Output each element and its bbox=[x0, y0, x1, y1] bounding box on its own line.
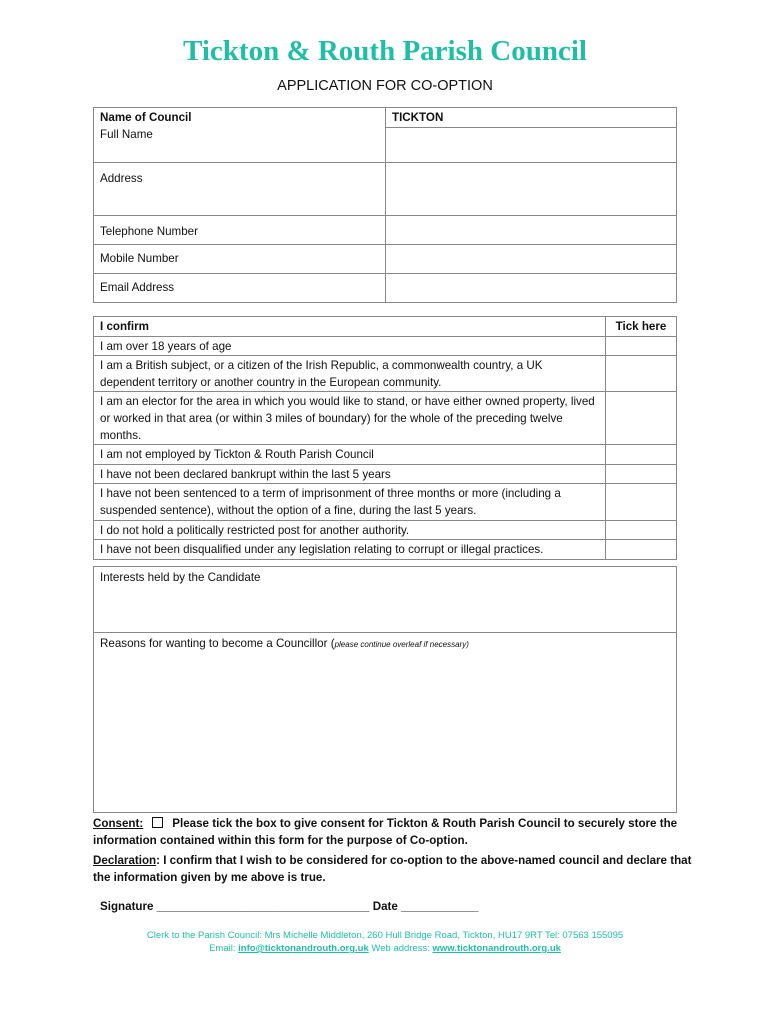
telephone-label-cell bbox=[94, 216, 386, 245]
footer-email-link[interactable]: info@ticktonandrouth.org.uk bbox=[238, 943, 369, 954]
confirm-row bbox=[94, 520, 677, 540]
consent-label: Consent: bbox=[93, 817, 144, 830]
declaration-text: : I confirm that I wish to be considered for co-option to the above-named council and declare that the information given by me above is true. bbox=[93, 854, 692, 884]
mobile-label: Mobile Number bbox=[100, 252, 179, 265]
confirm-item-imprisonment: I have not been sentenced to a term of imprisonment of three months or more (including a suspended sentence), without the option of a fine, during the last 5 years. bbox=[94, 484, 606, 520]
tick-cell-age[interactable] bbox=[606, 336, 677, 356]
confirm-row bbox=[94, 392, 677, 445]
confirm-row bbox=[94, 445, 677, 465]
council-title: Tickton & Routh Parish Council bbox=[183, 35, 587, 67]
confirm-item-bankrupt: I have not been declared bankrupt within the last 5 years bbox=[94, 464, 606, 484]
consent-section bbox=[93, 815, 693, 849]
confirm-item-elector: I am an elector for the area in which you would like to stand, or have either owned property, lived or worked in that area (or within 3 miles of boundary) for the whole of the preceding twelve months. bbox=[94, 392, 606, 445]
reasons-label: Reasons for wanting to become a Councillor ( bbox=[100, 637, 335, 650]
declaration-label: Declaration bbox=[93, 854, 157, 867]
reasons-hint: please continue overleaf if necessary) bbox=[334, 640, 469, 649]
mobile-field[interactable] bbox=[386, 245, 677, 274]
footer-web-label: Web address: bbox=[368, 943, 433, 954]
confirm-row bbox=[94, 336, 677, 356]
council-name-label: Name of Council bbox=[100, 111, 192, 124]
consent-text: Please tick the box to give consent for Tickton & Routh Parish Council to securely store the information contained within this form for the purpose of Co-option. bbox=[93, 817, 678, 847]
confirm-header: I confirm bbox=[94, 317, 606, 337]
footer-web-link[interactable]: www.ticktonandrouth.org.uk bbox=[432, 943, 561, 954]
interests-table bbox=[93, 566, 677, 813]
declaration-section bbox=[93, 852, 693, 886]
address-field[interactable] bbox=[386, 163, 677, 216]
tick-cell-elector[interactable] bbox=[606, 392, 677, 445]
reasons-label-line bbox=[100, 635, 670, 654]
consent-checkbox[interactable] bbox=[152, 817, 163, 828]
confirm-table bbox=[93, 316, 677, 560]
confirm-item-employment: I am not employed by Tickton & Routh Parish Council bbox=[94, 445, 606, 465]
footer-clerk: Clerk to the Parish Council: Mrs Michelle Middleton, 260 Hull Bridge Road, Tickton, HU17 9RT Tel: 07563 155095 bbox=[146, 930, 624, 941]
confirm-item-citizenship: I am a British subject, or a citizen of the Irish Republic, a commonwealth country, a UK dependent territory or another country in the European community. bbox=[94, 356, 606, 392]
confirm-item-age: I am over 18 years of age bbox=[94, 336, 606, 356]
confirm-row bbox=[94, 484, 677, 520]
email-label-cell bbox=[94, 274, 386, 303]
confirm-row bbox=[94, 356, 677, 392]
tick-cell-employment[interactable] bbox=[606, 445, 677, 465]
telephone-field[interactable] bbox=[386, 216, 677, 245]
tick-cell-citizenship[interactable] bbox=[606, 356, 677, 392]
confirm-row bbox=[94, 540, 677, 560]
footer-contact bbox=[0, 942, 770, 955]
footer-email-label: Email: bbox=[209, 943, 239, 954]
email-label: Email Address bbox=[100, 281, 175, 294]
full-name-label: Full Name bbox=[100, 127, 153, 141]
council-value-cell[interactable] bbox=[386, 108, 677, 163]
address-label: Address bbox=[100, 172, 143, 185]
tick-cell-disqualified[interactable] bbox=[606, 540, 677, 560]
details-table bbox=[93, 107, 677, 303]
confirm-item-restricted-post: I do not hold a politically restricted post for another authority. bbox=[94, 520, 606, 540]
telephone-label: Telephone Number bbox=[100, 225, 198, 238]
confirm-row bbox=[94, 464, 677, 484]
tick-cell-restricted-post[interactable] bbox=[606, 520, 677, 540]
mobile-label-cell bbox=[94, 245, 386, 274]
address-label-cell bbox=[94, 163, 386, 216]
reasons-field[interactable] bbox=[94, 633, 677, 813]
tick-cell-imprisonment[interactable] bbox=[606, 484, 677, 520]
council-name-cell bbox=[94, 108, 386, 163]
interests-label: Interests held by the Candidate bbox=[100, 571, 261, 584]
email-field[interactable] bbox=[386, 274, 677, 303]
council-name-value: TICKTON bbox=[386, 110, 676, 128]
tick-cell-bankrupt[interactable] bbox=[606, 464, 677, 484]
tick-header: Tick here bbox=[606, 317, 677, 337]
form-subtitle: APPLICATION FOR CO-OPTION bbox=[277, 78, 493, 94]
signature-line[interactable]: Signature _________________________________ Date ____________ bbox=[100, 900, 479, 913]
interests-field[interactable] bbox=[94, 567, 677, 633]
confirm-item-disqualified: I have not been disqualified under any legislation relating to corrupt or illegal practices. bbox=[94, 540, 606, 560]
